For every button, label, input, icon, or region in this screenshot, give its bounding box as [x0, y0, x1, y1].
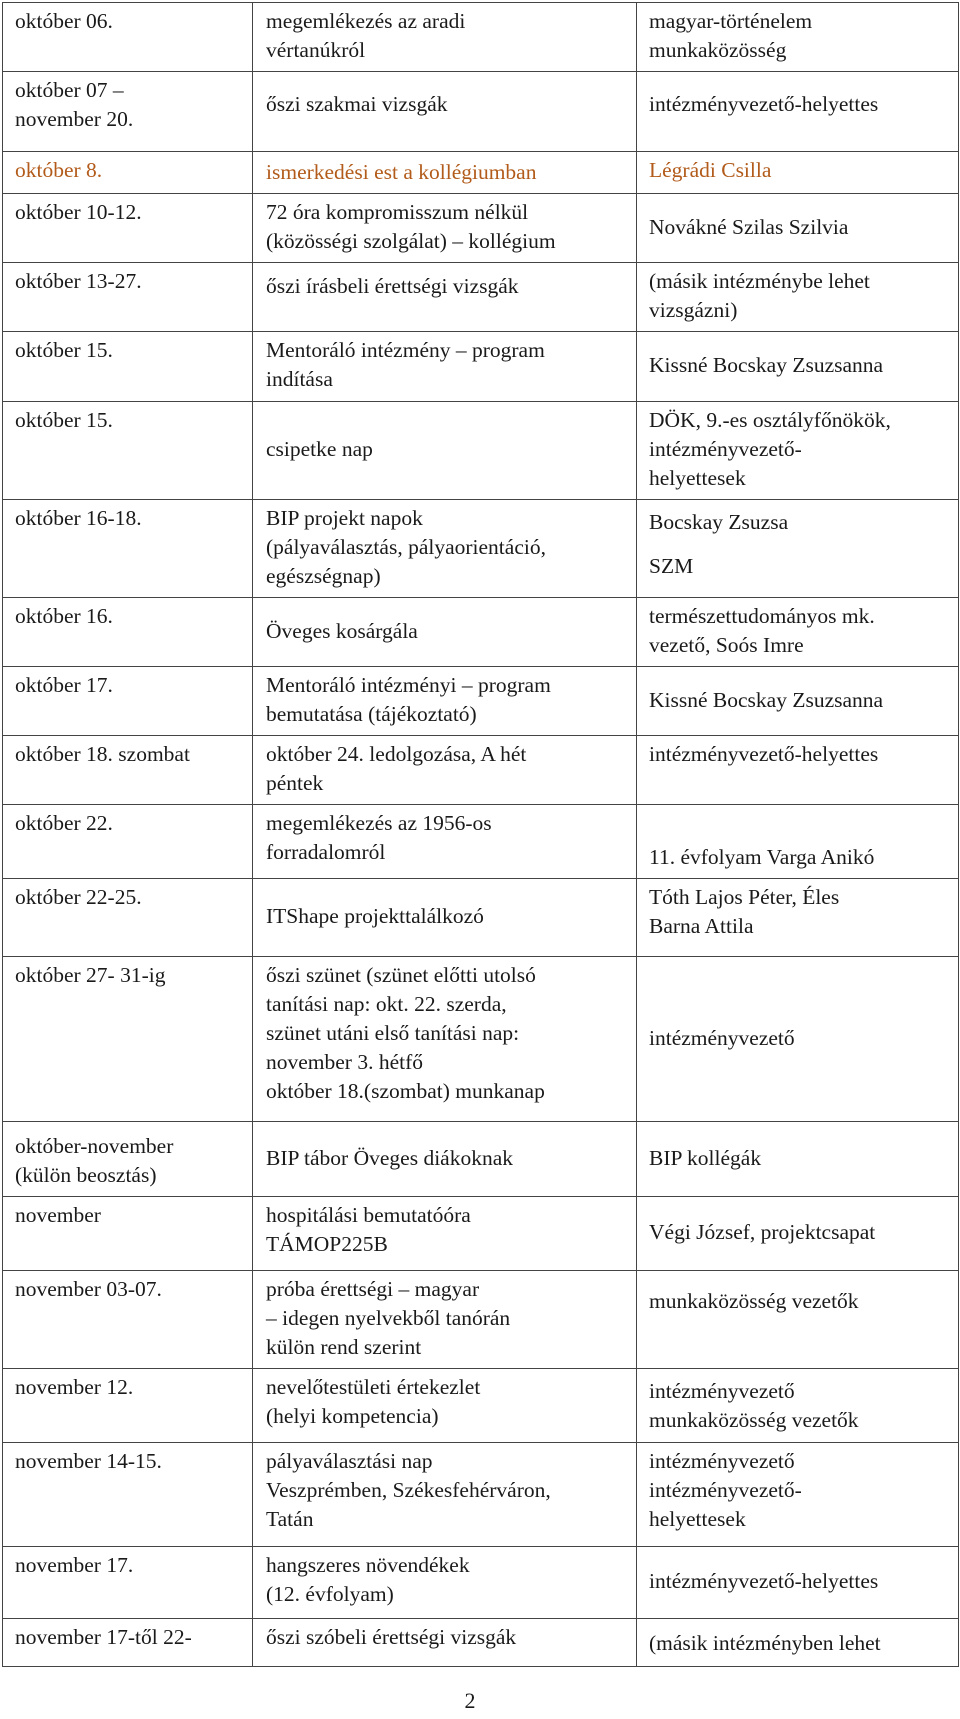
- event-cell: 72 óra kompromisszum nélkül (közösségi szolgálat) – kollégium: [253, 194, 637, 263]
- table-row: [3, 667, 959, 736]
- table-row: [3, 1271, 959, 1369]
- table-row: [3, 805, 959, 879]
- responsible-cell: természettudományos mk. vezető, Soós Imre: [637, 598, 959, 667]
- date-cell: október 07 – november 20.: [3, 72, 253, 152]
- date-cell: október-november (külön beosztás): [3, 1122, 253, 1197]
- date-cell: október 10-12.: [3, 194, 253, 263]
- responsible-cell: Kissné Bocskay Zsuzsanna: [637, 332, 959, 402]
- date-cell: november 12.: [3, 1369, 253, 1443]
- responsible-cell: intézményvezető-helyettes: [637, 72, 959, 152]
- table-row: [3, 500, 959, 598]
- event-cell: megemlékezés az aradi vértanúkról: [253, 3, 637, 72]
- responsible-cell: DÖK, 9.-es osztályfőnökök, intézményvezető- helyettesek: [637, 402, 959, 500]
- table-row: [3, 332, 959, 402]
- date-cell: október 18. szombat: [3, 736, 253, 805]
- table-row: [3, 1547, 959, 1619]
- responsible-cell: 11. évfolyam Varga Anikó: [637, 805, 959, 879]
- date-cell: október 13-27.: [3, 263, 253, 332]
- event-cell: ismerkedési est a kollégiumban: [253, 152, 637, 194]
- event-cell: BIP tábor Öveges diákoknak: [253, 1122, 637, 1197]
- date-cell: október 16-18.: [3, 500, 253, 598]
- responsible-cell: Kissné Bocskay Zsuzsanna: [637, 667, 959, 736]
- event-cell: megemlékezés az 1956-os forradalomról: [253, 805, 637, 879]
- responsible-cell: (másik intézményben lehet: [637, 1619, 959, 1667]
- event-cell: október 24. ledolgozása, A hét péntek: [253, 736, 637, 805]
- event-cell: hangszeres növendékek (12. évfolyam): [253, 1547, 637, 1619]
- table-row: [3, 879, 959, 957]
- event-cell: BIP projekt napok (pályaválasztás, pályaorientáció, egészségnap): [253, 500, 637, 598]
- table-row: [3, 1122, 959, 1197]
- event-cell: őszi szünet (szünet előtti utolsó tanítási nap: okt. 22. szerda, szünet utáni első tanítási nap: november 3. hétfő október 18.(szombat) munkanap: [253, 957, 637, 1122]
- responsible-cell: (másik intézménybe lehet vizsgázni): [637, 263, 959, 332]
- table-row: [3, 194, 959, 263]
- table-row: [3, 263, 959, 332]
- event-cell: Mentoráló intézményi – program bemutatása (tájékoztató): [253, 667, 637, 736]
- responsible-cell: intézményvezető-helyettes: [637, 736, 959, 805]
- event-cell: nevelőtestületi értekezlet (helyi kompetencia): [253, 1369, 637, 1443]
- table-row: [3, 957, 959, 1122]
- event-cell: hospitálási bemutatóóra TÁMOP225B: [253, 1197, 637, 1271]
- date-cell: október 22-25.: [3, 879, 253, 957]
- table-row: [3, 598, 959, 667]
- date-cell: november: [3, 1197, 253, 1271]
- responsible-cell: Végi József, projektcsapat: [637, 1197, 959, 1271]
- event-cell: csipetke nap: [253, 402, 637, 500]
- table-row: [3, 72, 959, 152]
- date-cell: október 15.: [3, 332, 253, 402]
- table-row: [3, 1369, 959, 1443]
- date-cell: október 8.: [3, 152, 253, 194]
- table-row: [3, 736, 959, 805]
- responsible-cell: intézményvezető: [637, 957, 959, 1122]
- table-row-highlight: [3, 152, 959, 194]
- responsible-cell: Bocskay Zsuzsa SZM: [637, 500, 959, 598]
- date-cell: november 03-07.: [3, 1271, 253, 1369]
- table-row: [3, 402, 959, 500]
- table-row: [3, 1619, 959, 1667]
- event-cell: próba érettségi – magyar – idegen nyelvekből tanórán külön rend szerint: [253, 1271, 637, 1369]
- event-cell: őszi írásbeli érettségi vizsgák: [253, 263, 637, 332]
- responsible-cell: munkaközösség vezetők: [637, 1271, 959, 1369]
- event-cell: Mentoráló intézmény – program indítása: [253, 332, 637, 402]
- responsible-cell: Novákné Szilas Szilvia: [637, 194, 959, 263]
- date-cell: november 14-15.: [3, 1443, 253, 1547]
- table-row: [3, 1443, 959, 1547]
- responsible-cell: Légrádi Csilla: [637, 152, 959, 194]
- date-cell: október 17.: [3, 667, 253, 736]
- schedule-table: [2, 2, 959, 1667]
- responsible-cell: BIP kollégák: [637, 1122, 959, 1197]
- page-number: 2: [464, 1688, 476, 1713]
- date-cell: november 17-től 22-: [3, 1619, 253, 1667]
- date-cell: október 27- 31-ig: [3, 957, 253, 1122]
- responsible-cell: Tóth Lajos Péter, Éles Barna Attila: [637, 879, 959, 957]
- date-cell: október 16.: [3, 598, 253, 667]
- event-cell: pályaválasztási nap Veszprémben, Székesfehérváron, Tatán: [253, 1443, 637, 1547]
- table-row: [3, 1197, 959, 1271]
- date-cell: október 22.: [3, 805, 253, 879]
- event-cell: Öveges kosárgála: [253, 598, 637, 667]
- responsible-cell: magyar-történelem munkaközösség: [637, 3, 959, 72]
- event-cell: ITShape projekttalálkozó: [253, 879, 637, 957]
- event-cell: őszi szakmai vizsgák: [253, 72, 637, 152]
- table-row: [3, 3, 959, 72]
- date-cell: október 06.: [3, 3, 253, 72]
- responsible-cell: intézményvezető-helyettes: [637, 1547, 959, 1619]
- responsible-cell: intézményvezető munkaközösség vezetők: [637, 1369, 959, 1443]
- event-cell: őszi szóbeli érettségi vizsgák: [253, 1619, 637, 1667]
- responsible-cell: intézményvezető intézményvezető- helyettesek: [637, 1443, 959, 1547]
- date-cell: október 15.: [3, 402, 253, 500]
- date-cell: november 17.: [3, 1547, 253, 1619]
